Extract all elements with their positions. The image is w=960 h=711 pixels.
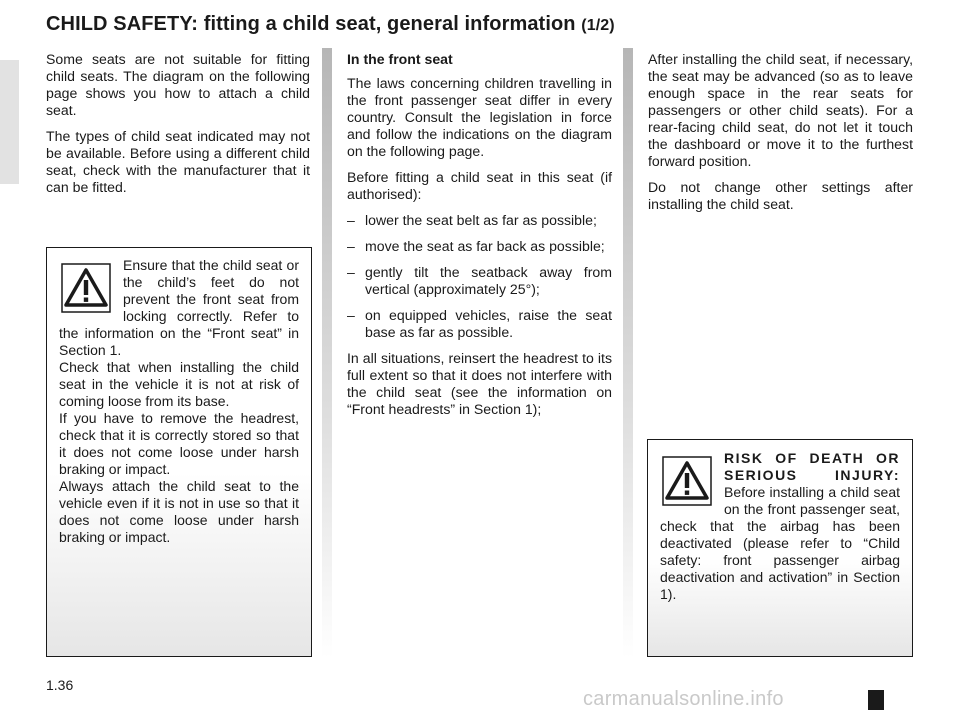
warning-box-airbag <box>647 439 913 657</box>
warning1-line-2: Check that when installing the child seat in the vehicle it is not at risk of coming loose from its base. <box>59 359 299 409</box>
front-seat-steps <box>347 212 612 341</box>
list-item: – move the seat as far back as possible; <box>347 238 605 254</box>
col2-paragraph-3: In all situations, reinsert the headrest to its full extent so that it does not interfere with the child seat (see the information on “Front headrests” in Section 1); <box>347 350 612 417</box>
warning1-line-1: Ensure that the child seat or the child’s feet do not prevent the front seat from locking correctly. Refer to the information on the “Front seat” in Section 1. <box>59 257 299 358</box>
list-item: – lower the seat belt as far as possible; <box>347 212 597 228</box>
warning2-bold: RISK OF DEATH OR SERIOUS INJURY: <box>724 450 900 483</box>
warning-box-seat-fitting <box>46 247 312 657</box>
watermark: carmanualsonline.info <box>583 688 784 710</box>
section-tab <box>0 60 19 184</box>
page-number: 1.36 <box>46 677 74 693</box>
column-divider-right <box>623 48 633 658</box>
front-seat-heading: In the front seat <box>347 51 453 67</box>
warning2-text: RISK OF DEATH OR SERIOUS INJURY: Before installing a child seat on the front passenger seat, check that the airbag has been deactivated (please refer to “Child safety: front passenger airbag deactivation and activation” in Section 1). <box>660 450 900 602</box>
warning-triangle-icon <box>662 456 712 506</box>
column-1 <box>46 51 310 205</box>
col3-paragraph-2: Do not change other settings after installing the child seat. <box>648 179 913 212</box>
warning-triangle-icon <box>61 263 111 313</box>
column-3 <box>648 51 913 222</box>
page-title: CHILD SAFETY: fitting a child seat, general information (1/2) <box>46 13 615 35</box>
column-2 <box>347 51 612 427</box>
warning1-line-4: Always attach the child seat to the vehicle even if it is not in use so that it does not come loose under harsh braking or impact. <box>59 478 299 545</box>
title-part: (1/2) <box>581 17 615 34</box>
column-divider-left <box>322 48 332 658</box>
warning1-line-3: If you have to remove the headrest, check that it is correctly stored so that it does not come loose under harsh braking or impact. <box>59 410 299 477</box>
col1-paragraph-2: The types of child seat indicated may not be available. Before using a different child seat, check with the manufacturer that it can be fitted. <box>46 128 310 195</box>
list-item: – gently tilt the seatback away from vertical (approximately 25°); <box>347 264 612 297</box>
col1-paragraph-1: Some seats are not suitable for fitting child seats. The diagram on the following page shows you how to attach a child seat. <box>46 51 310 118</box>
col2-paragraph-1: The laws concerning children travelling in the front passenger seat differ in every country. Consult the legislation in force and follow the indications on the diagram on the following page. <box>347 75 612 159</box>
page-edge-marker <box>868 690 884 710</box>
col2-paragraph-2: Before fitting a child seat in this seat (if authorised): <box>347 169 612 202</box>
list-item: – on equipped vehicles, raise the seat base as far as possible. <box>347 307 612 340</box>
col3-paragraph-1: After installing the child seat, if necessary, the seat may be advanced (so as to leave enough space in the rear seats for passengers or other child seats). For a rear-facing child seat, do not let it touch the dashboard or move it to the furthest forward position. <box>648 51 913 169</box>
